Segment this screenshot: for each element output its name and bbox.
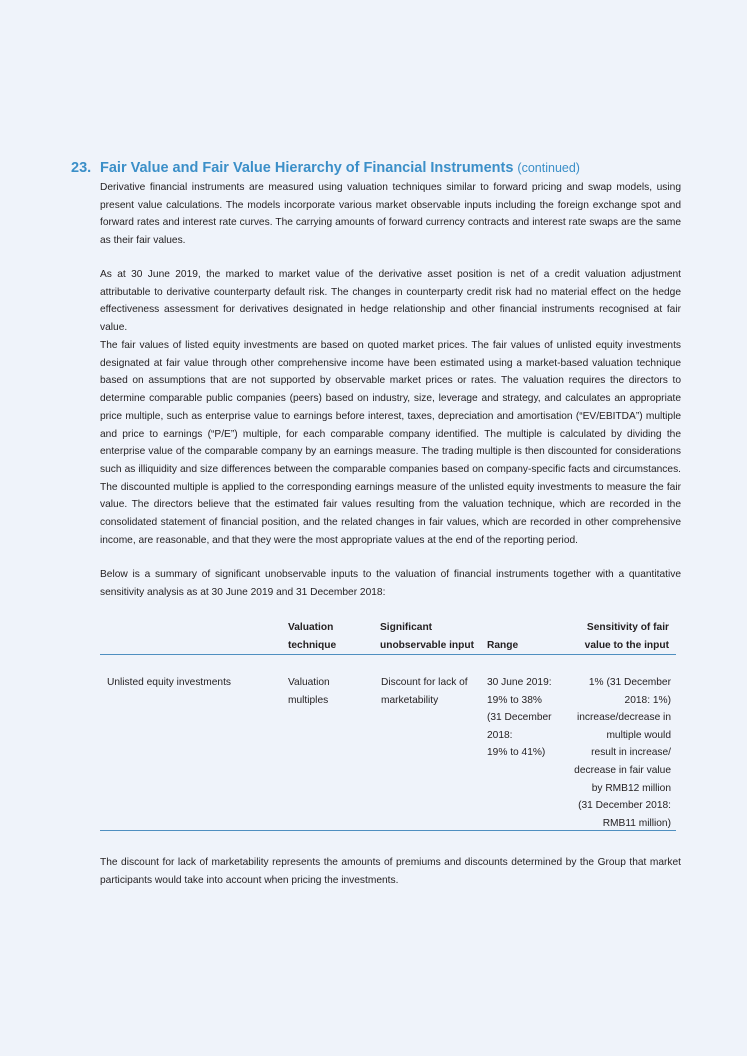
- cell-line: by RMB12 million: [591, 782, 671, 794]
- cell-line: RMB11 million): [602, 817, 671, 829]
- row-technique: [288, 674, 330, 709]
- cell-line: marketability: [381, 694, 439, 706]
- paragraph-marketability-discount: The discount for lack of marketability represents the amounts of premiums and discounts determined by the Group that market participants would take into account when pricing the investments.: [100, 857, 681, 886]
- cell-line: (31 December 2018:: [578, 800, 671, 812]
- table-bottom-rule: [100, 830, 676, 831]
- row-input: [381, 674, 468, 709]
- cell-line: 2018: 1%): [624, 694, 671, 706]
- header-sensitivity: [585, 619, 669, 655]
- cell-line: Discount for lack of: [381, 677, 468, 688]
- cell-line: result in increase/: [591, 747, 671, 759]
- cell-line: (31 December: [487, 712, 552, 724]
- paragraph-credit-adjustment: As at 30 June 2019, the marked to market value of the derivative asset position is net of a credit valuation adjustment attributable to derivative counterparty default risk. The changes in counterparty credit risk had no material effect on the hedge effectiveness assessment for derivatives designated in hedge relationship and other financial instruments recognised at fair value.: [100, 269, 681, 334]
- cell-line: Valuation: [288, 677, 330, 688]
- section-number: 23.: [71, 160, 92, 176]
- header-text: value to the input: [584, 640, 669, 651]
- cell-line: 19% to 38%: [487, 694, 542, 706]
- row-range: [487, 674, 552, 762]
- row-sensitivity: [574, 674, 671, 832]
- cell-line: increase/decrease in: [576, 712, 671, 724]
- cell-line: multiple would: [606, 729, 671, 741]
- row-item-label: Unlisted equity investments: [107, 677, 232, 688]
- header-text: technique: [288, 640, 337, 651]
- continued-label: (continued): [517, 161, 580, 175]
- header-significant-input: [380, 619, 474, 655]
- cell-line: multiples: [288, 694, 329, 706]
- header-valuation-technique: [288, 619, 336, 655]
- header-text: Sensitivity of fair: [586, 622, 669, 633]
- table-top-rule: [100, 654, 676, 655]
- paragraph-summary-intro: Below is a summary of significant unobservable inputs to the valuation of financial instruments together with a quantitative sensitivity analysis as at 30 June 2019 and 31 December 2018:: [100, 569, 681, 598]
- header-range: Range: [487, 640, 519, 651]
- header-text: Significant: [380, 622, 433, 633]
- section-title: Fair Value and Fair Value Hierarchy of Financial Instruments: [100, 160, 514, 176]
- cell-line: 30 June 2019:: [487, 677, 552, 688]
- paragraph-equity-investments: The fair values of listed equity investments are based on quoted market prices. The fair values of unlisted equity investments designated at fair value through other comprehensive income have been estimated using a market-based valuation technique based on assumptions that are not supported by observable market prices or rates. The valuation requires the directors to determine comparable public companies (peers) based on industry, size, leverage and strategy, and calculates an appropriate price multiple, such as enterprise value to earnings before interest, taxes, depreciation and amortisation (“EV/EBITDA”) multiple and price to earnings (“P/E”) multiple, for each comparable company identified. The multiple is calculated by dividing the enterprise value of the comparable company by an earnings measure. The trading multiple is then discounted for considerations such as illiquidity and size differences between the comparable companies based on company-specific facts and circumstances. The discounted multiple is applied to the corresponding earnings measure of the unlisted equity investments to measure the fair value. The directors believe that the estimated fair values resulting from the valuation technique, which are recorded in the consolidated statement of financial position, and the related changes in fair values, which are recorded in other comprehensive income, are reasonable, and that they were the most appropriate values at the end of the reporting period.: [100, 340, 681, 546]
- cell-line: decrease in fair value: [574, 764, 671, 776]
- cell-line: 19% to 41%): [487, 747, 546, 759]
- cell-line: 1% (31 December: [588, 677, 671, 688]
- paragraph-derivatives: Derivative financial instruments are measured using valuation techniques similar to forward pricing and swap models, using present value calculations. The models incorporate various market observable inputs including the foreign exchange spot and forward rates and interest rate curves. The carrying amounts of forward currency contracts and interest rate swaps are the same as their fair values.: [100, 182, 681, 247]
- cell-line: 2018:: [487, 729, 513, 741]
- section-heading: [71, 160, 691, 176]
- header-text: Valuation: [288, 622, 334, 633]
- header-text: unobservable input: [380, 640, 474, 651]
